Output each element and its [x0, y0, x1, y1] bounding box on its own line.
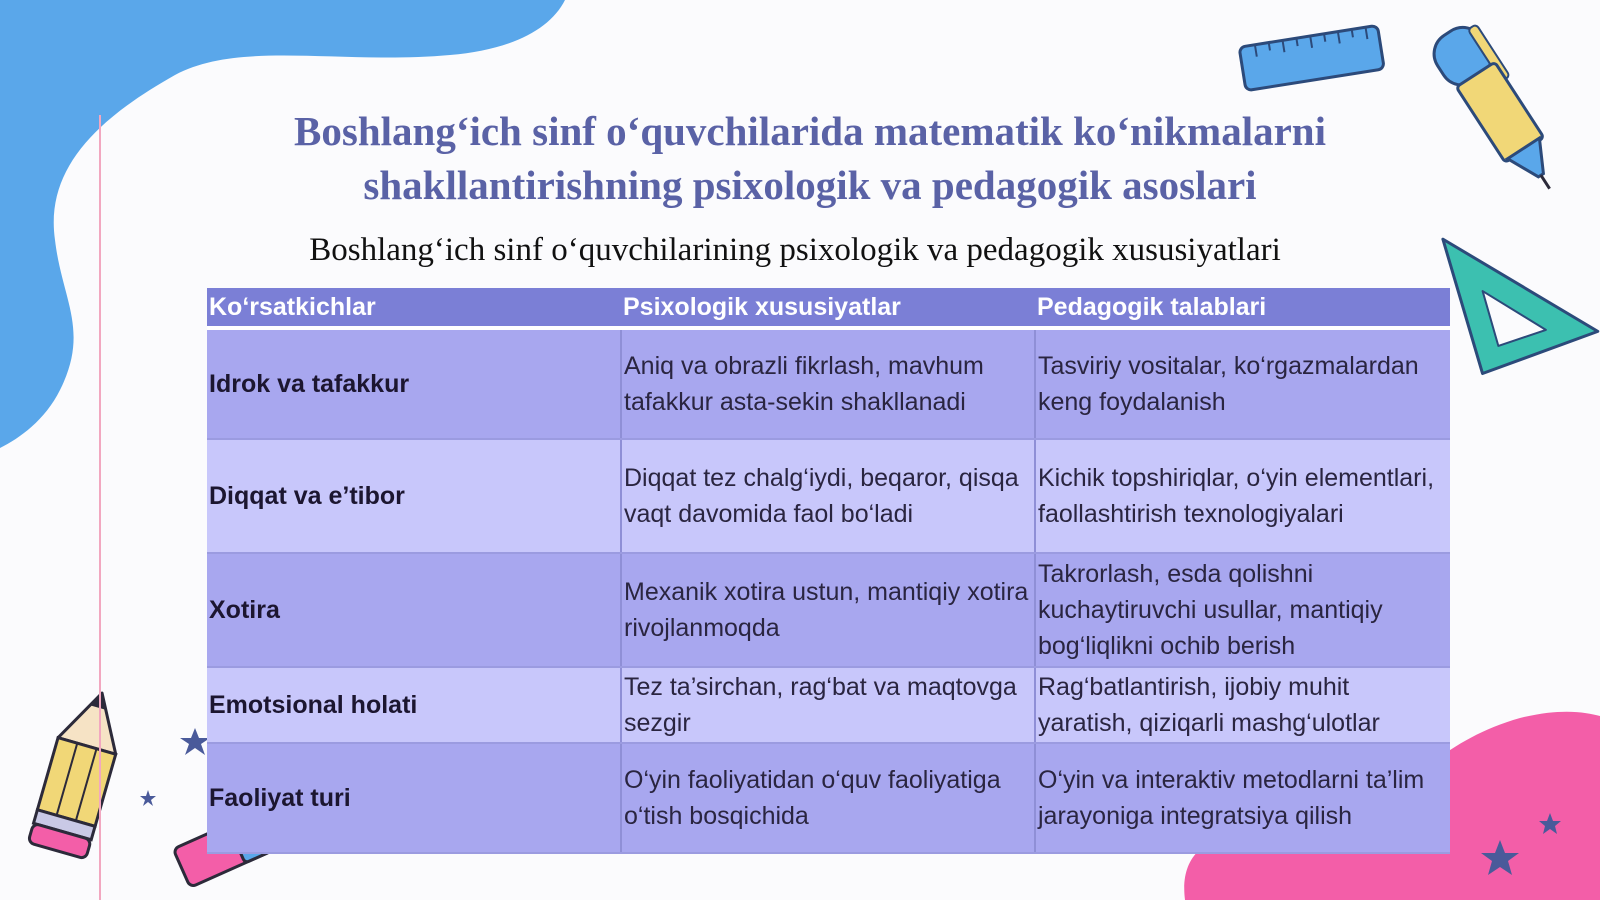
pedagogical-cell: Tasviriy vositalar, ko‘rgazmalardan keng foydalanish — [1035, 328, 1450, 439]
star-icon — [140, 790, 156, 806]
pen-icon — [1426, 17, 1573, 203]
pedagogical-cell: O‘yin va interaktiv metodlarni ta’lim jarayoniga integratsiya qilish — [1035, 743, 1450, 853]
table-row — [207, 667, 1450, 743]
star-icon — [180, 728, 210, 755]
header-indicators: Ko‘rsatkichlar — [207, 288, 621, 328]
table-row — [207, 328, 1450, 439]
pedagogical-cell: Rag‘batlantirish, ijobiy muhit yaratish, qiziqarli mashg‘ulotlar — [1035, 667, 1450, 743]
pedagogical-cell: Takrorlash, esda qolishni kuchaytiruvchi usullar, mantiqiy bog‘liqlikni ochib berish — [1035, 553, 1450, 667]
ruler-icon — [1239, 25, 1384, 90]
characteristics-table — [207, 288, 1450, 854]
psychological-cell: Tez ta’sirchan, rag‘bat va maqtovga sezgir — [621, 667, 1035, 743]
pedagogical-cell: Kichik topshiriqlar, o‘yin elementlari, faollashtirish texnologiyalari — [1035, 439, 1450, 553]
triangle-ruler-icon — [1443, 208, 1600, 375]
indicator-cell: Emotsional holati — [207, 667, 621, 743]
page-title — [200, 104, 1420, 212]
header-pedagogical: Pedagogik talablari — [1035, 288, 1450, 328]
indicator-cell: Idrok va tafakkur — [207, 328, 621, 439]
table-row — [207, 439, 1450, 553]
indicator-cell: Faoliyat turi — [207, 743, 621, 853]
table-row — [207, 553, 1450, 667]
table-row — [207, 743, 1450, 853]
header-psychological: Psixologik xususiyatlar — [621, 288, 1035, 328]
psychological-cell: O‘yin faoliyatidan o‘quv faoliyatiga o‘tish bosqichida — [621, 743, 1035, 853]
table-header-row — [207, 288, 1450, 328]
psychological-cell: Mexanik xotira ustun, mantiqiy xotira rivojlanmoqda — [621, 553, 1035, 667]
pencil-icon — [28, 685, 131, 859]
title-line-2: shakllantirishning psixologik va pedagogik asoslari — [363, 162, 1257, 208]
psychological-cell: Diqqat tez chalg‘iydi, beqaror, qisqa vaqt davomida faol bo‘ladi — [621, 439, 1035, 553]
indicator-cell: Diqqat va e’tibor — [207, 439, 621, 553]
title-line-1: Boshlang‘ich sinf o‘quvchilarida matematik ko‘nikmalarni — [294, 108, 1326, 154]
notebook-margin-line — [99, 115, 101, 900]
psychological-cell: Aniq va obrazli fikrlash, mavhum tafakkur asta-sekin shakllanadi — [621, 328, 1035, 439]
indicator-cell: Xotira — [207, 553, 621, 667]
table-caption: Boshlang‘ich sinf o‘quvchilarining psixologik va pedagogik xususiyatlari — [309, 232, 1281, 268]
